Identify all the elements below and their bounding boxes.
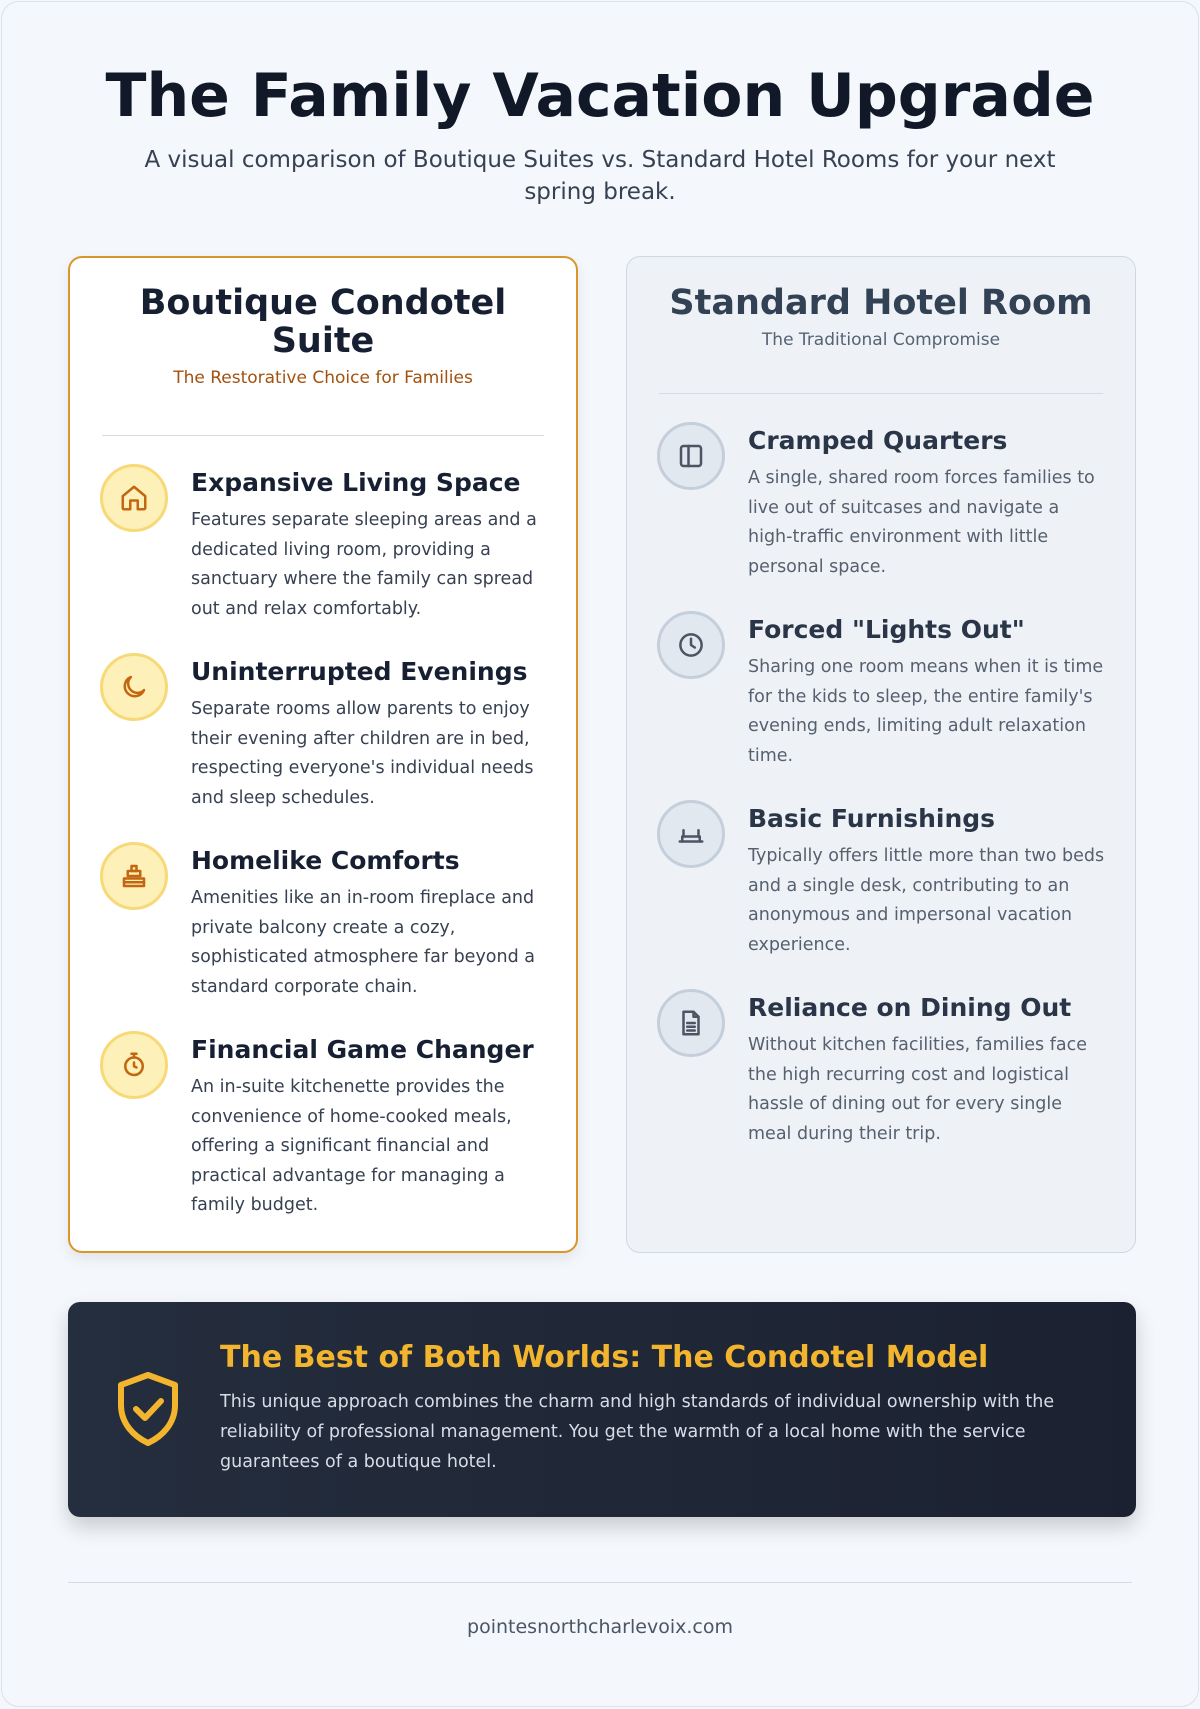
fireplace-icon [100, 842, 168, 910]
boutique-card-tagline: The Restorative Choice for Families [173, 368, 473, 388]
footer-website-link[interactable]: pointesnorthcharlevoix.com [467, 1616, 733, 1638]
shield-check-icon [113, 1370, 183, 1448]
clock-icon [657, 611, 725, 679]
feature-title: Forced "Lights Out" [748, 615, 1025, 644]
feature-description: A single, shared room forces families to live out of suitcases and navigate a high-traffic environment with little personal space. [748, 468, 1095, 577]
banner-description: This unique approach combines the charm and high standards of individual ownership with the reliability of professional management. You get the warmth of a local home with the service guarantees of a boutique hotel. [220, 1392, 1055, 1472]
standard-card-title: Standard Hotel Room [669, 283, 1093, 323]
infographic-page [1, 1, 1199, 1707]
timer-icon [100, 1031, 168, 1099]
boutique-card [68, 256, 578, 1253]
page-title: The Family Vacation Upgrade [105, 61, 1095, 131]
feature-description: Without kitchen facilities, families face the high recurring cost and logistical hassle of dining out for every single meal during their trip. [748, 1035, 1088, 1144]
feature-description: Features separate sleeping areas and a dedicated living room, providing a sanctuary where the family can spread out and relax comfortably. [191, 510, 537, 619]
home-icon [100, 464, 168, 532]
standard-divider [659, 393, 1103, 394]
page-subtitle: A visual comparison of Boutique Suites vs. Standard Hotel Rooms for your next spring break. [144, 147, 1056, 205]
condotel-banner [68, 1302, 1136, 1517]
footer-divider [68, 1582, 1132, 1583]
feature-description: Amenities like an in-room fireplace and private balcony create a cozy, sophisticated atmosphere far beyond a standard corporate chain. [191, 888, 536, 997]
document-icon [657, 989, 725, 1057]
bed-icon [657, 800, 725, 868]
boutique-card-title: Boutique Condotel Suite [139, 283, 507, 361]
feature-description: Typically offers little more than two beds and a single desk, contributing to an anonymous and impersonal vacation experience. [748, 846, 1105, 955]
feature-title: Financial Game Changer [191, 1035, 534, 1064]
feature-title: Reliance on Dining Out [748, 993, 1072, 1022]
sidebar-layout-icon [657, 422, 725, 490]
standard-card [626, 256, 1136, 1253]
feature-title: Homelike Comforts [191, 846, 460, 875]
feature-description: Separate rooms allow parents to enjoy their evening after children are in bed, respecting everyone's individual needs and sleep schedules. [191, 699, 534, 808]
feature-title: Basic Furnishings [748, 804, 996, 833]
feature-title: Expansive Living Space [191, 468, 521, 497]
feature-description: Sharing one room means when it is time for the kids to sleep, the entire family's evening ends, limiting adult relaxation time. [748, 657, 1104, 766]
feature-title: Cramped Quarters [748, 426, 1008, 455]
feature-description: An in-suite kitchenette provides the convenience of home-cooked meals, offering a significant financial and practical advantage for managing a family budget. [191, 1077, 512, 1215]
standard-card-header [627, 284, 1135, 350]
moon-icon [100, 653, 168, 721]
feature-title: Uninterrupted Evenings [191, 657, 528, 686]
standard-card-tagline: The Traditional Compromise [761, 330, 1001, 350]
banner-title: The Best of Both Worlds: The Condotel Model [220, 1340, 989, 1375]
boutique-card-header [70, 284, 576, 388]
boutique-divider [102, 435, 544, 436]
